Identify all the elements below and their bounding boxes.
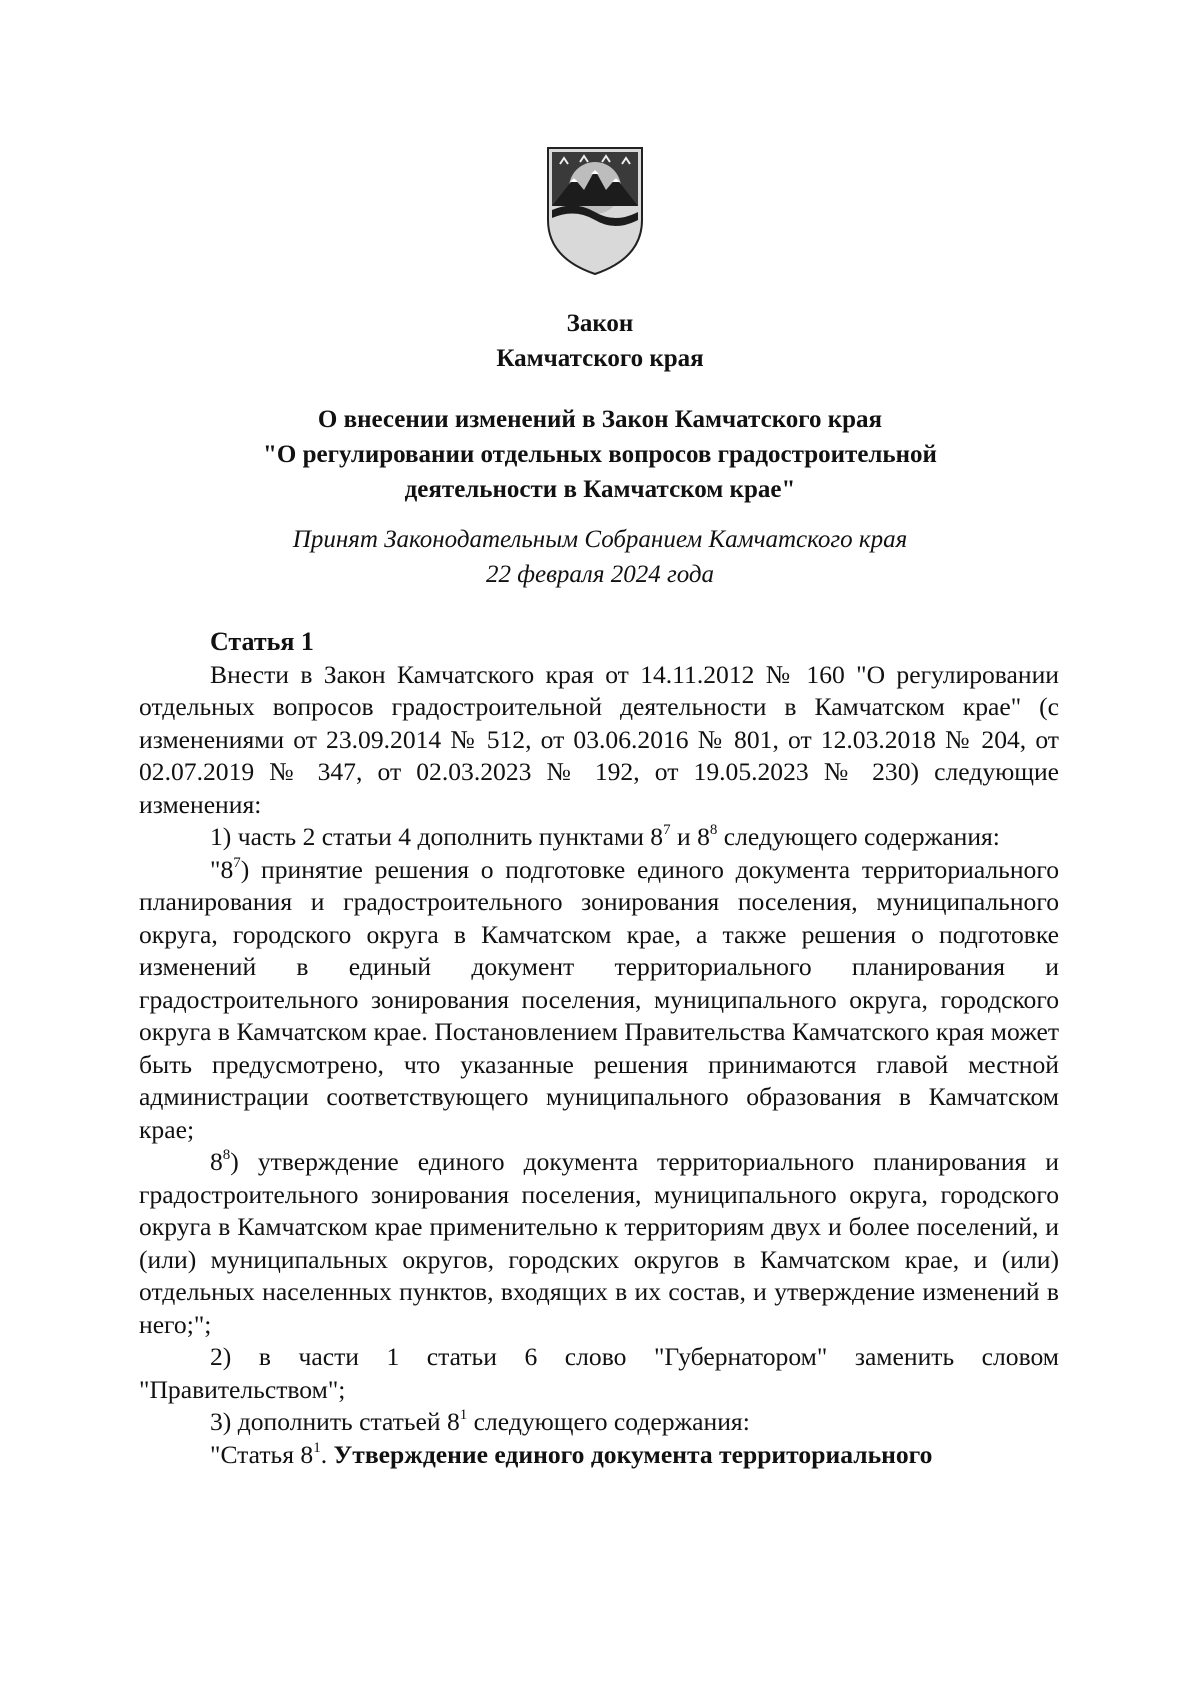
adoption-note xyxy=(0,522,1200,592)
subject-line-1: О внесении изменений в Закон Камчатского края xyxy=(317,406,883,433)
title-line-2: Камчатского края xyxy=(496,345,704,372)
item-2: 2) в части 1 статьи 6 слово "Губернатором" заменить словом "Правительством"; xyxy=(139,1342,1059,1404)
subject-line-2: "О регулировании отдельных вопросов градостроительной xyxy=(263,441,937,468)
article-heading: Статья 1 xyxy=(210,627,314,656)
title-line-1: Закон xyxy=(566,310,634,337)
article-intro: Внести в Закон Камчатского края от 14.11.2012 № 160 "О регулировании отдельных вопросов градостроительной деятельности в Камчатском крае" (с изменениями от 23.09.2014 № 512, от 03.06.2016 № 801, от 12.03.2018 № 204, от 02.07.2019 № 347, от 02.03.2023 № 192, от 19.05.2023 № 230) следующие изменения: xyxy=(139,659,1059,819)
item-1: 1) часть 2 статьи 4 дополнить пунктами $8^7$ и $8^8$ следующего содержания: xyxy=(210,822,1000,851)
adoption-date: 22 февраля 2024 года xyxy=(485,561,715,588)
document-subject xyxy=(0,402,1200,507)
adoption-line-1: Принят Законодательным Собранием Камчатского края xyxy=(292,526,908,553)
subject-line-3: деятельности в Камчатском крае" xyxy=(404,476,796,503)
document-body xyxy=(139,626,1059,1471)
paragraph-8-7: "$8^7$) принятие решения о подготовке единого документа территориального планирования и градостроительного зонирования поселения, муниципального округа, городского округа в Камчатском крае, а также решения о подготовке изменений в единый документ территориального планирования и градостроительного зонирования поселения, муниципального округа, городского округа в Камчатском крае. Постановлением Правительства Камчатского края может быть предусмотрено, что указанные решения принимаются главой местной администрации соответствующего муниципального образования в Камчатском крае; xyxy=(139,854,1059,1144)
paragraph-8-8: $8^8$) утверждение единого документа территориального планирования и градостроительного зонирования поселения, муниципального округа, городского округа в Камчатском крае применительно к территориям двух и более поселений, и (или) муниципальных округов, городских округов в Камчатском крае, и (или) отдельных населенных пунктов, входящих в их состав, и утверждение изменений в него;"; xyxy=(139,1147,1059,1339)
article-8-1-heading: "Статья $8^1$. Утверждение единого документа территориального xyxy=(210,1439,933,1469)
document-title xyxy=(0,306,1200,376)
coat-of-arms-emblem xyxy=(540,140,650,280)
item-3: 3) дополнить статьей $8^1$ следующего содержания: xyxy=(210,1407,750,1436)
